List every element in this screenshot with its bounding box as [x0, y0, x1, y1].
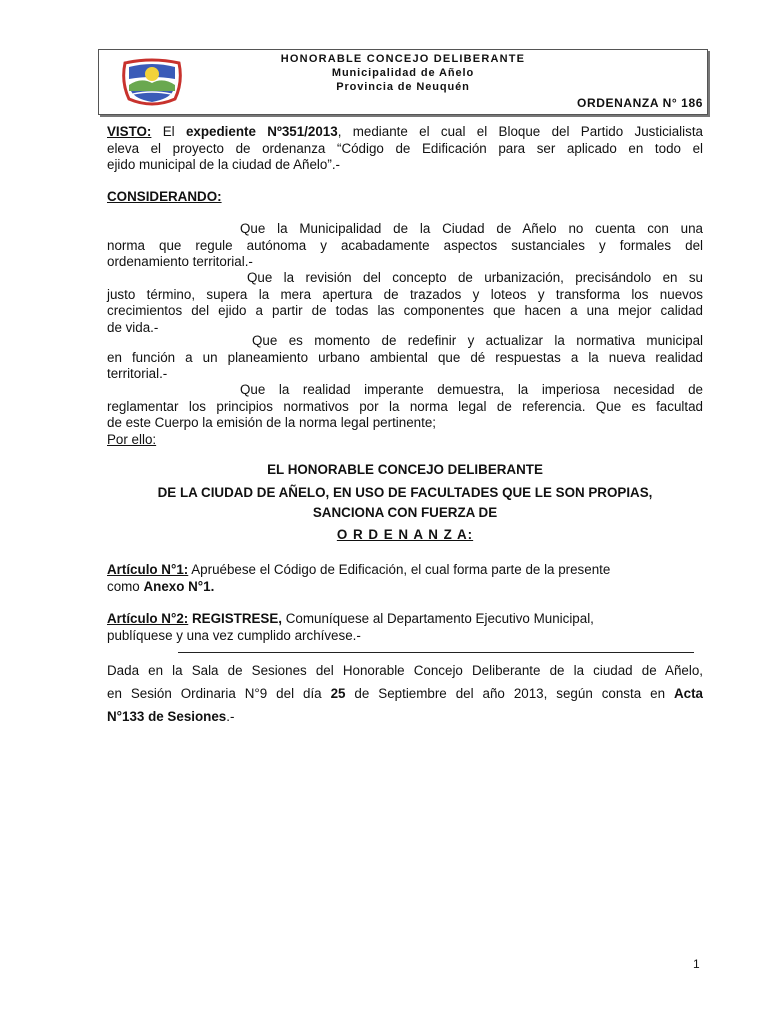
p2-line2: justo término, supera la mera apertura de trazados y loteos y transforma los nuevos — [107, 286, 703, 302]
closing-line1: Dada en la Sala de Sesiones del Honorable Concejo Deliberante de la ciudad de Añelo, — [107, 663, 703, 678]
resolution-line1: EL HONORABLE CONCEJO DELIBERANTE — [267, 462, 543, 477]
letterhead — [98, 49, 708, 115]
article-1-label: Artículo N°1: — [107, 562, 189, 577]
visto-line1-rest: , mediante el cual el Bloque del Partido Justicialista — [337, 124, 703, 139]
acta-number: N°133 de Sesiones — [107, 709, 227, 724]
p3-line3: territorial.- — [107, 366, 168, 382]
p1-line2: norma que regule autónoma y acabadamente aspectos sustanciales y formales del — [107, 237, 703, 253]
article-2 — [107, 611, 703, 644]
article-2-text: Comuníquese al Departamento Ejecutivo Municipal, — [282, 611, 594, 626]
por-ello: Por ello: — [107, 431, 157, 447]
visto-pre: El — [151, 124, 186, 139]
visto-label: VISTO: — [107, 124, 152, 139]
visto-line2: eleva el proyecto de ordenanza “Código de Edificación para ser aplicado en todo el — [107, 140, 703, 156]
considerando-p4 — [107, 382, 703, 448]
separator-line — [178, 652, 694, 653]
municipality-name: Municipalidad de Añelo — [331, 67, 475, 79]
visto-section — [107, 124, 703, 174]
article-2-label: Artículo N°2: — [107, 611, 189, 626]
article-1 — [107, 562, 703, 595]
expediente-ref: expediente Nº351/2013 — [185, 124, 338, 139]
visto-line3: ejido municipal de la ciudad de Añelo”.- — [107, 157, 340, 173]
province-name: Provincia de Neuquén — [336, 81, 470, 93]
resolution-line3: SANCIONA CON FUERZA DE — [312, 505, 498, 520]
considerando-p3 — [107, 333, 703, 383]
article-2-line2: publíquese y una vez cumplido archívese.- — [107, 627, 361, 643]
p2-line1: Que la revisión del concepto de urbanización, precisándolo en su — [247, 270, 703, 285]
acta-word: Acta — [673, 686, 703, 701]
article-1-line2-pre: como — [107, 578, 144, 594]
resolution-line2: DE LA CIUDAD DE AÑELO, EN USO DE FACULTADES QUE LE SON PROPIAS, — [157, 485, 653, 500]
ordinance-number: ORDENANZA N° 186 — [577, 96, 703, 110]
p3-line2: en función a un planeamiento urbano ambiental que dé respuestas a la nueva realidad — [107, 349, 703, 365]
considerando-label: CONSIDERANDO: — [107, 189, 222, 204]
p4-line1: Que la realidad imperante demuestra, la imperiosa necesidad de — [240, 382, 703, 397]
p1-line1: Que la Municipalidad de la Ciudad de Añelo no cuenta con una — [240, 221, 703, 236]
annex-ref: Anexo N°1. — [143, 578, 215, 594]
registrese: REGISTRESE, — [188, 611, 283, 626]
considerando-p1 — [107, 221, 703, 271]
p4-line2: reglamentar los principios normativos por la norma legal de referencia. Que es facultad — [107, 398, 703, 414]
page-number: 1 — [693, 957, 700, 971]
closing-paragraph — [107, 659, 703, 728]
article-1-text: Apruébese el Código de Edificación, el cual forma parte de la presente — [188, 562, 611, 577]
p3-line1: Que es momento de redefinir y actualizar la normativa municipal — [252, 333, 703, 348]
closing-line2-pre: en Sesión Ordinaria N°9 del día — [107, 686, 331, 701]
considerando-p2 — [107, 270, 703, 336]
p1-line3: ordenamiento territorial.- — [107, 254, 253, 270]
p4-line3: de este Cuerpo la emisión de la norma legal pertinente; — [107, 415, 437, 431]
p2-line4: de vida.- — [107, 319, 159, 335]
session-day: 25 — [330, 686, 346, 701]
p2-line3: crecimientos del ejido a partir de todas las componentes que hacen a una mejor calidad — [107, 303, 703, 319]
closing-end: .- — [226, 709, 235, 724]
ordenanza-heading: O R D E N A N Z A: — [336, 527, 474, 542]
council-name: HONORABLE CONCEJO DELIBERANTE — [280, 53, 526, 65]
closing-line2-mid: de Septiembre del año 2013, según consta en — [345, 686, 674, 701]
